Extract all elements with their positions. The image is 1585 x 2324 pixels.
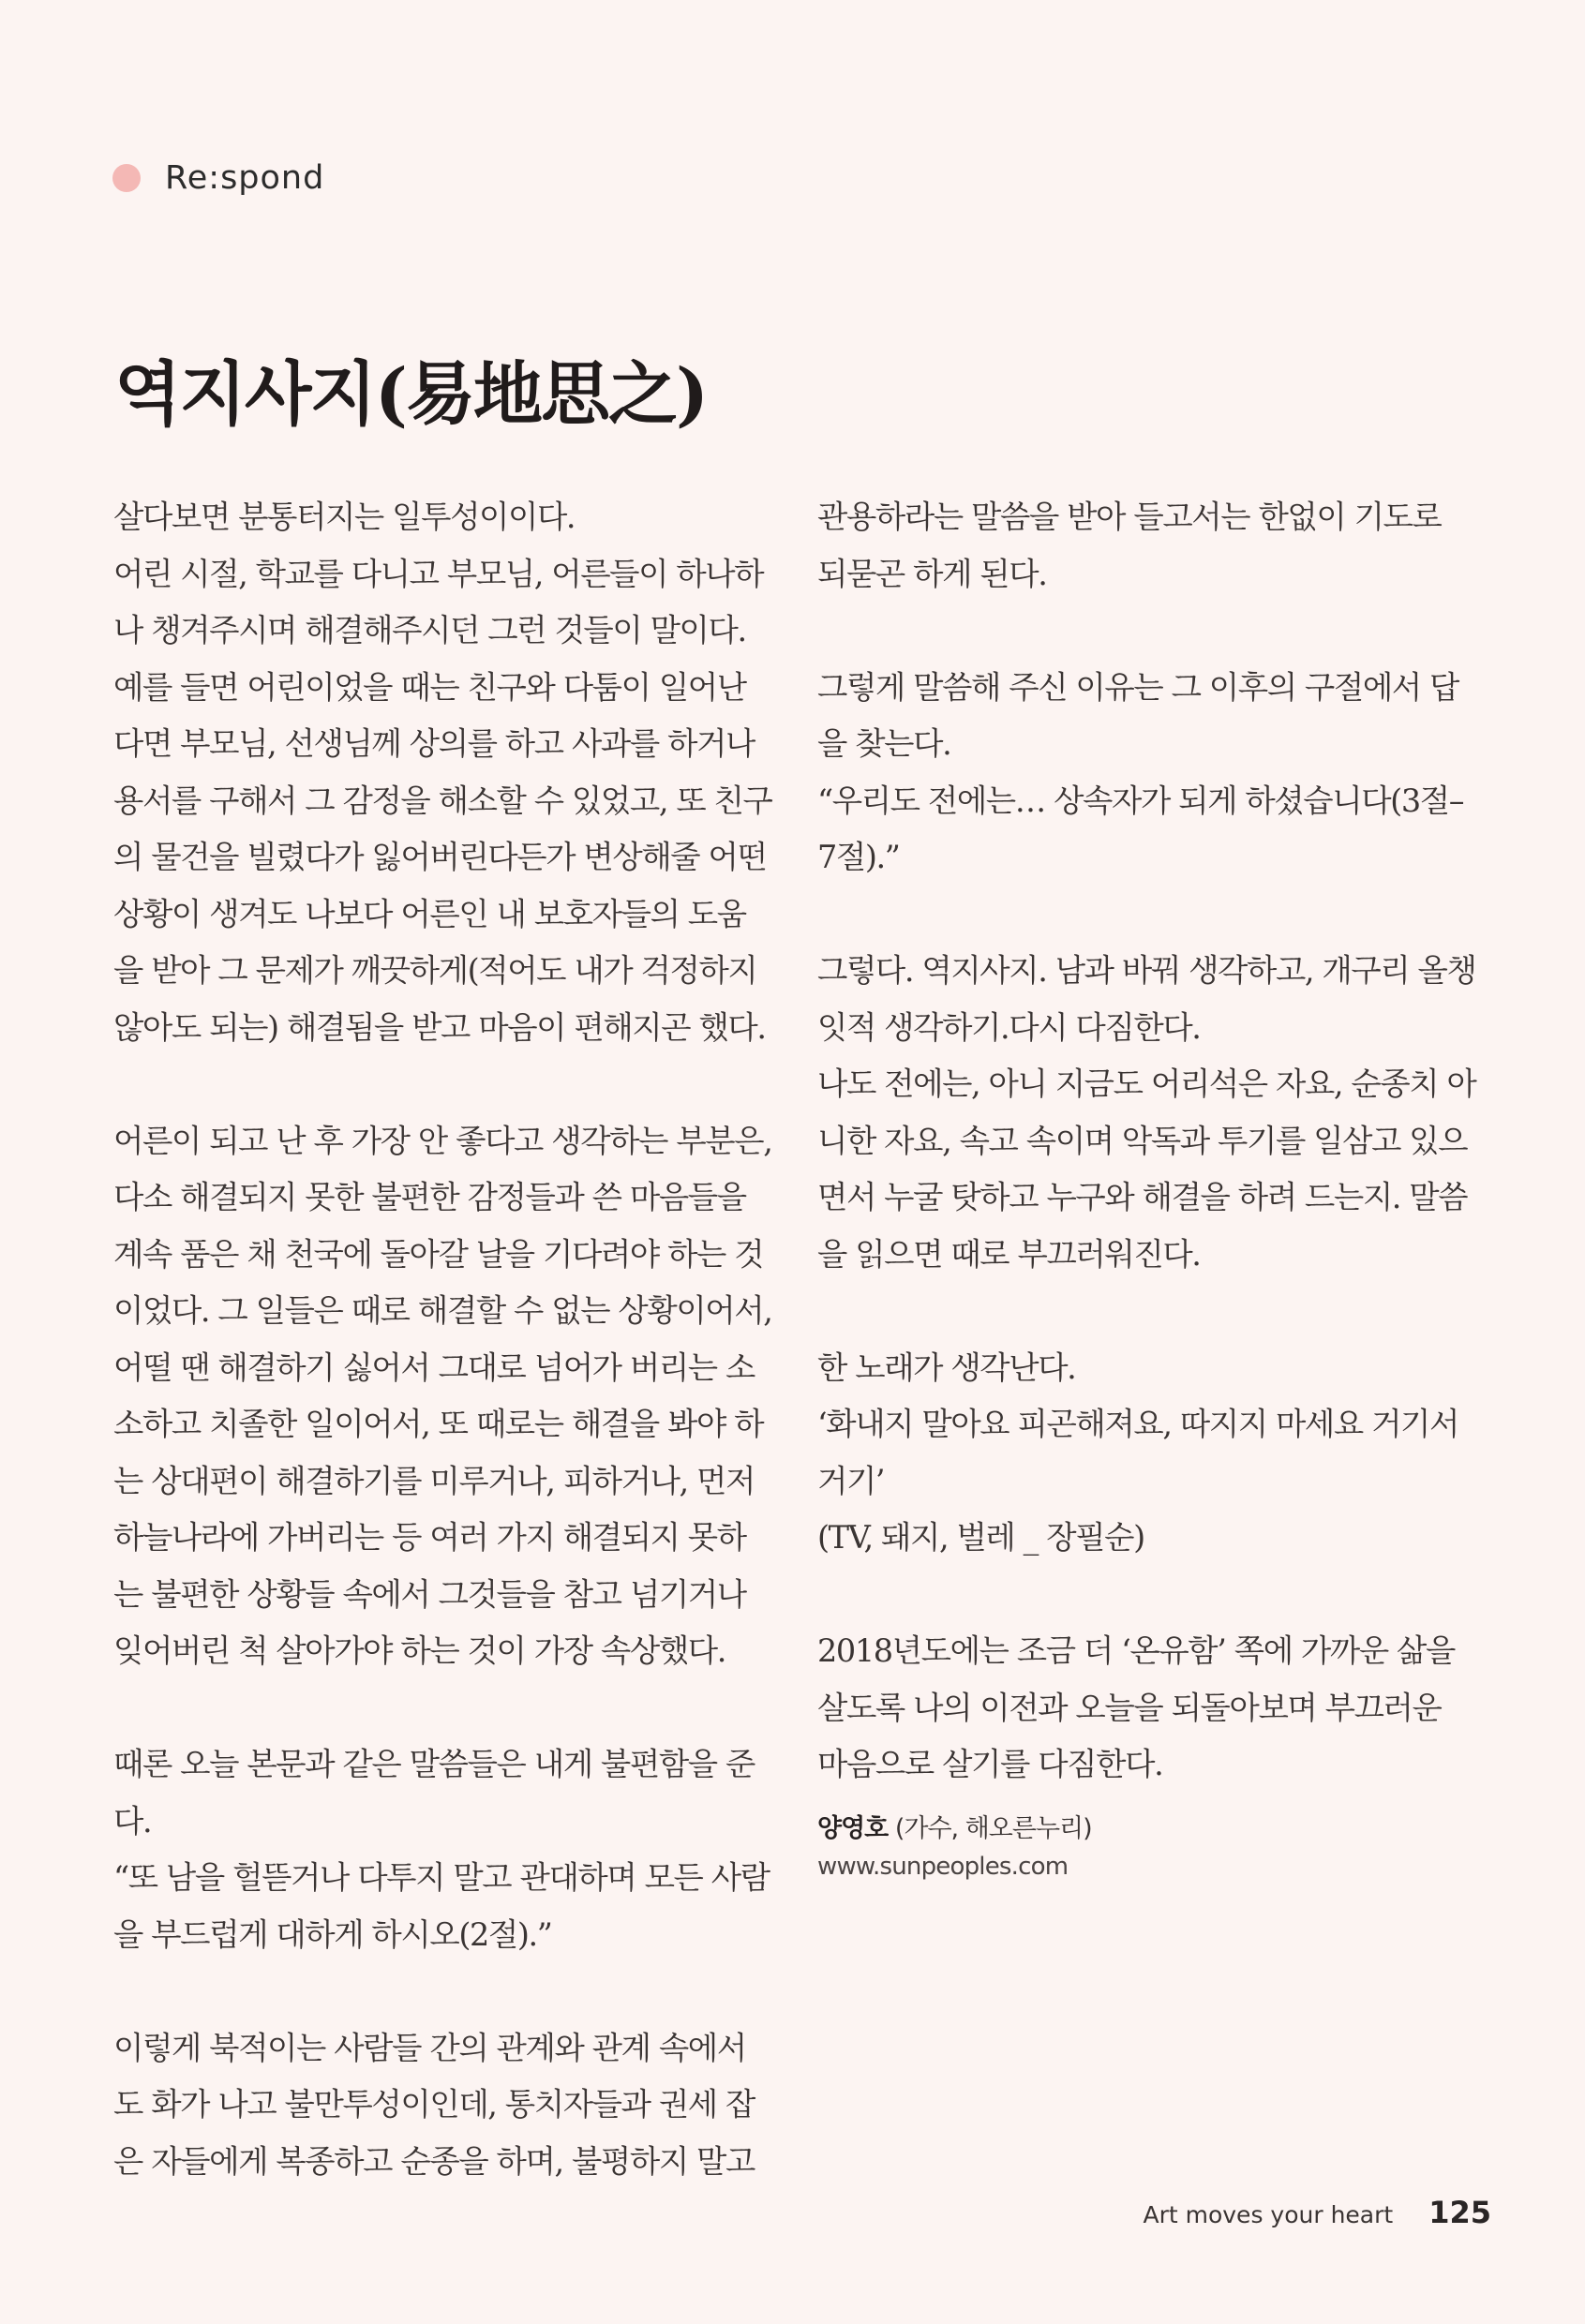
- author-byline: [817, 1810, 1092, 1885]
- author-url: www.sunpeoples.com: [817, 1853, 1069, 1881]
- paragraph: 한 노래가 생각난다. ‘화내지 말아요 피곤해져요, 따지지 마세요 거기서 거기’ (TV, 돼지, 벌레 _ 장필순): [817, 1348, 1458, 1556]
- paragraph: 어른이 되고 난 후 가장 안 좋다고 생각하는 부분은, 다소 해결되지 못한 불편한 감정들과 쓴 마음들을 계속 품은 채 천국에 돌아갈 날을 기다려야 하는 것이었다. 그 일들은 때로 해결할 수 없는 상황이어서, 어떨 땐 해결하기 싫어서 그대로 넘어가 버리는 소소하고 치졸한 일이어서, 또 때로는 해결을 봐야 하는 상대편이 해결하기를 미루거나, 피하거나, 먼저 하늘나라에 가버리는 등 여러 가지 해결되지 못하는 불편한 상황들 속에서 그것들을 참고 넘기거나 잊어버린 척 살아가야 하는 것이 가장 속상했다.: [113, 1122, 772, 1669]
- paragraph: 그렇다. 역지사지. 남과 바꿔 생각하고, 개구리 올챙잇적 생각하기.다시 다짐한다. 나도 전에는, 아니 지금도 어리석은 자요, 순종치 아니한 자요, 속고 속이며 악독과 투기를 일삼고 있으면서 누굴 탓하고 누구와 해결을 하려 드는지. 말씀을 읽으면 때로 부끄러워진다.: [817, 952, 1476, 1273]
- paragraph: 그렇게 말씀해 주신 이유는 그 이후의 구절에서 답을 찾는다. “우리도 전에는… 상속자가 되게 하셨습니다(3절–7절).”: [817, 668, 1464, 875]
- author-line: [817, 1810, 1092, 1848]
- paragraph: 살다보면 분통터지는 일투성이이다. 어린 시절, 학교를 다니고 부모님, 어른들이 하나하나 챙겨주시며 해결해주시던 그런 것들이 말이다. 예를 들면 어린이었을 때는 친구와 다툼이 일어난다면 부모님, 선생님께 상의를 하고 사과를 하거나 용서를 구해서 그 감정을 해소할 수 있었고, 또 친구의 물건을 빌렸다가 잃어버린다든가 변상해줄 어떤 상황이 생겨도 나보다 어른인 내 보호자들의 도움을 받아 그 문제가 깨끗하게(적어도 내가 걱정하지 않아도 되는) 해결됨을 받고 마음이 편해지곤 했다.: [113, 499, 772, 1046]
- paragraph: 때론 오늘 본문과 같은 말씀들은 내게 불편함을 준다. “또 남을 헐뜯거나 다투지 말고 관대하며 모든 사람을 부드럽게 대하게 하시오(2절).”: [113, 1746, 770, 1953]
- section-label: Re:spond: [165, 159, 325, 197]
- paragraph: 이렇게 북적이는 사람들 간의 관계와 관계 속에서도 화가 나고 불만투성이인데, 통치자들과 권세 잡은 자들에게 복종하고 순종을 하며, 불평하지 말고: [113, 2029, 755, 2180]
- page-footer: [1143, 2195, 1491, 2230]
- section-dot-icon: [112, 164, 141, 192]
- section-tag: [112, 159, 324, 197]
- footer-tagline: Art moves your heart: [1143, 2201, 1394, 2228]
- author-name: 양영호: [817, 1814, 889, 1843]
- article-left-column: [113, 489, 774, 2190]
- paragraph: 관용하라는 말씀을 받아 들고서는 한없이 기도로 되묻곤 하게 된다.: [817, 499, 1442, 592]
- article-right-column: [817, 489, 1478, 1794]
- article-title: 역지사지(易地思之): [114, 354, 707, 435]
- page-number: 125: [1428, 2195, 1491, 2230]
- paragraph: 2018년도에는 조금 더 ‘온유함’ 쪽에 가까운 삶을 살도록 나의 이전과 오늘을 되돌아보며 부끄러운 마음으로 살기를 다짐한다.: [817, 1632, 1455, 1782]
- author-role: (가수, 해오른누리): [888, 1814, 1092, 1843]
